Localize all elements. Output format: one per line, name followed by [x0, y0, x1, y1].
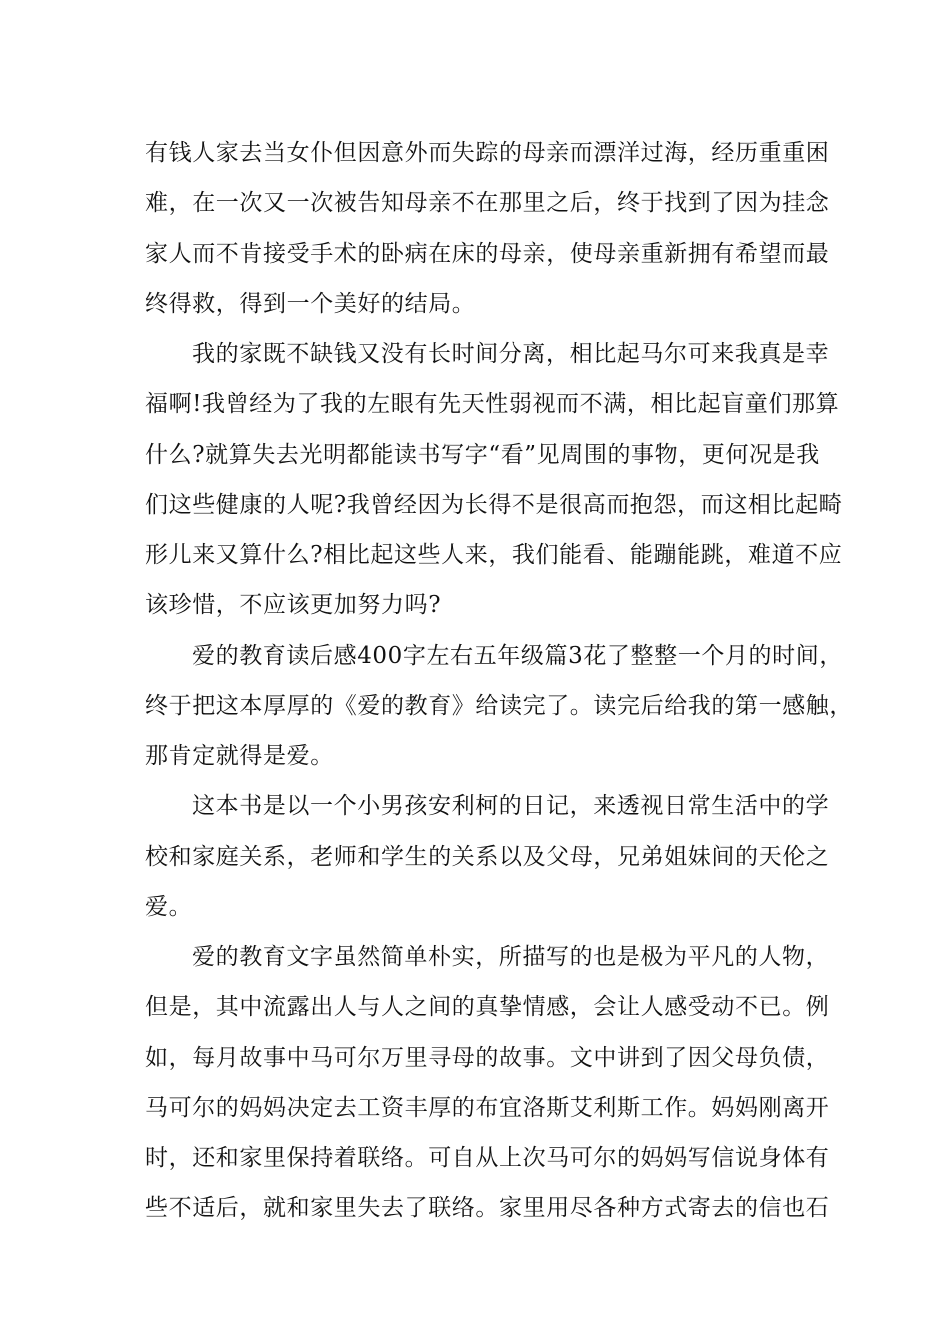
- text-line: 们这些健康的人呢?我曾经因为长得不是很高而抱怨，而这相比起畸: [145, 492, 843, 518]
- text-line: 些不适后，就和家里失去了联络。家里用尽各种方式寄去的信也石: [145, 1195, 830, 1221]
- text-line: 马可尔的妈妈决定去工资丰厚的布宜洛斯艾利斯工作。妈妈刚离开: [145, 1095, 830, 1121]
- text-line: 终得救，得到一个美好的结局。: [145, 291, 476, 317]
- text-line: 什么?就算失去光明都能读书写字“看”见周围的事物，更何况是我: [145, 442, 820, 468]
- text-line: 福啊!我曾经为了我的左眼有先天性弱视而不满，相比起盲童们那算: [145, 391, 840, 417]
- text-line: 该珍惜，不应该更加努力吗?: [145, 592, 442, 618]
- text-line: 但是，其中流露出人与人之间的真挚情感，会让人感受动不已。例: [145, 994, 830, 1020]
- paragraph-first-line: 爱的教育读后感400字左右五年级篇3花了整整一个月的时间，: [192, 643, 843, 669]
- text-line: 如，每月故事中马可尔万里寻母的故事。文中讲到了因父母负债，: [145, 1045, 830, 1071]
- text-line: 爱。: [145, 894, 193, 920]
- text-line: 难，在一次又一次被告知母亲不在那里之后，终于找到了因为挂念: [145, 190, 830, 216]
- paragraph-first-line: 我的家既不缺钱又没有长时间分离，相比起马尔可来我真是幸: [192, 341, 830, 367]
- text-line: 终于把这本厚厚的《爱的教育》给读完了。读完后给我的第一感触，: [145, 693, 853, 719]
- text-line: 校和家庭关系，老师和学生的关系以及父母，兄弟姐妹间的天伦之: [145, 844, 830, 870]
- text-line: 形儿来又算什么?相比起这些人来，我们能看、能蹦能跳，难道不应: [145, 542, 843, 568]
- text-line: 有钱人家去当女仆但因意外而失踪的母亲而漂洋过海，经历重重困: [145, 140, 830, 166]
- paragraph-first-line: 这本书是以一个小男孩安利柯的日记，来透视日常生活中的学: [192, 793, 830, 819]
- paragraph-first-line: 爱的教育文字虽然简单朴实，所描写的也是极为平凡的人物，: [192, 944, 830, 970]
- text-line: 家人而不肯接受手术的卧病在床的母亲，使母亲重新拥有希望而最: [145, 241, 830, 267]
- text-line: 时，还和家里保持着联络。可自从上次马可尔的妈妈写信说身体有: [145, 1145, 830, 1171]
- text-line: 那肯定就得是爱。: [145, 743, 334, 769]
